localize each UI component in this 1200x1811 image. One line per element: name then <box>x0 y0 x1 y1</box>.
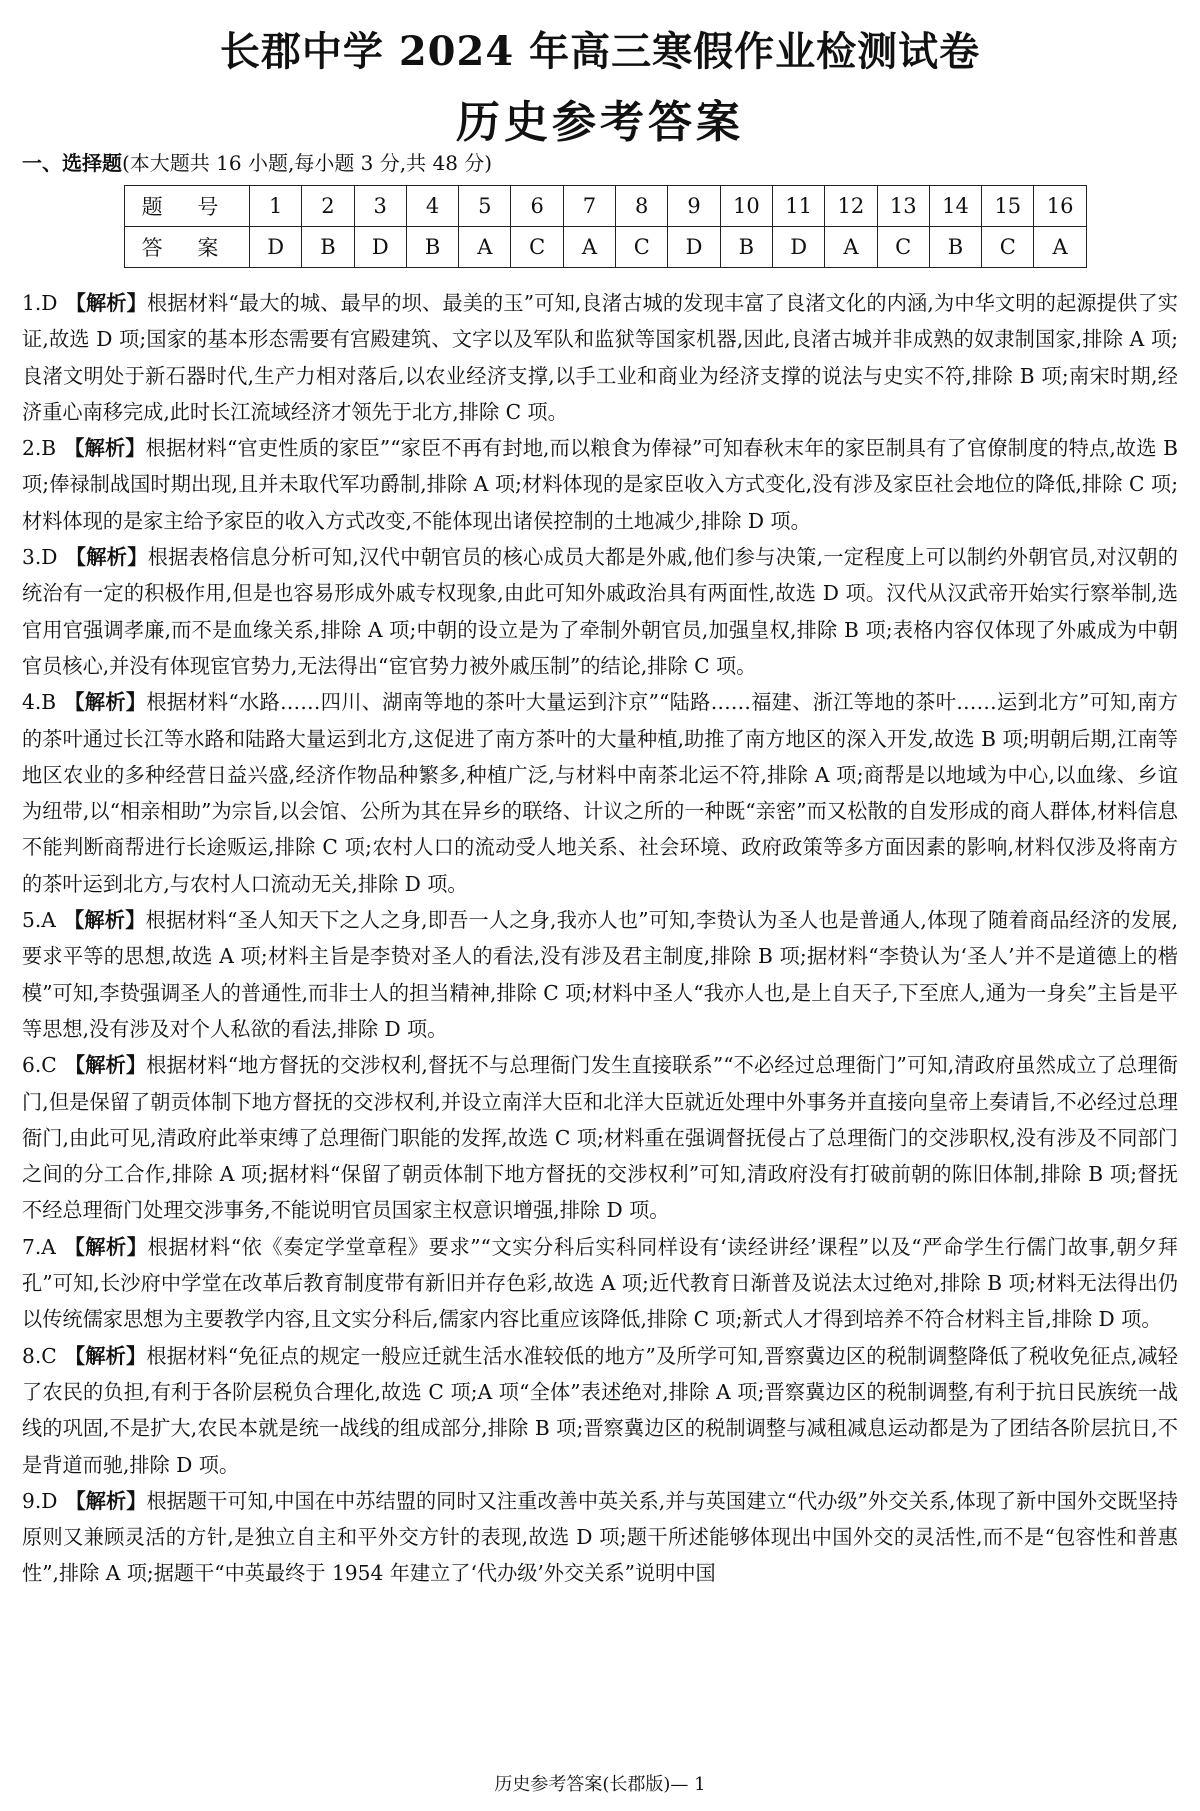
explanation-item <box>22 684 1178 902</box>
answer-cell: B <box>929 227 981 268</box>
question-number-cell: 6 <box>511 186 563 227</box>
explanation-item <box>22 430 1178 539</box>
explanation-list <box>22 285 1178 1592</box>
answer-cell: B <box>406 227 458 268</box>
item-number: 7.A <box>22 1234 56 1259</box>
question-number-cell: 10 <box>720 186 772 227</box>
question-number-cell: 16 <box>1034 186 1086 227</box>
document-subtitle: 历史参考答案 <box>456 97 744 148</box>
explanation-item <box>22 1047 1178 1228</box>
document-title: 长郡中学 2024 年高三寒假作业检测试卷 <box>219 28 981 75</box>
item-text: 根据题干可知,中国在中苏结盟的同时又注重改善中英关系,并与英国建立“代办级”外交关系,体现了新中国外交既坚持原则又兼顾灵活的方针,是独立自主和平外交方针的表现,故选 D 项;题干所述能够体现出中国外交的灵活性,而不是“包容性和普惠性”,排除 A 项;据题干“中英最终于 1954 年建立了‘代办级’外交关系”说明中国 <box>22 1488 1178 1586</box>
page-footer: 历史参考答案(长郡版)— 1 <box>494 1774 706 1795</box>
analysis-tag: 【解析】 <box>64 690 147 715</box>
answer-cell: B <box>720 227 772 268</box>
section-title: 一、选择题 <box>22 151 122 175</box>
answer-table-answer-row <box>125 227 1087 268</box>
explanation-item <box>22 539 1178 684</box>
item-number: 6.C <box>22 1053 57 1078</box>
answer-cell: D <box>668 227 720 268</box>
item-number: 3.D <box>22 545 58 570</box>
explanation-item <box>22 285 1178 430</box>
analysis-tag: 【解析】 <box>63 1234 148 1259</box>
question-number-cell: 5 <box>459 186 511 227</box>
question-number-cell: 2 <box>302 186 354 227</box>
item-number: 5.A <box>22 908 56 933</box>
row-label-number: 题 号 <box>125 186 250 227</box>
question-number-cell: 4 <box>406 186 458 227</box>
analysis-tag: 【解析】 <box>63 908 146 933</box>
section-heading <box>22 147 492 176</box>
analysis-tag: 【解析】 <box>64 1343 147 1368</box>
answer-cell: A <box>459 227 511 268</box>
item-text: 根据材料“官吏性质的家臣”“家臣不再有封地,而以粮食为俸禄”可知春秋末年的家臣制具有了官僚制度的特点,故选 B 项;俸禄制战国时期出现,且并未取代军功爵制,排除 A 项;材料体现的是家臣收入方式变化,没有涉及家臣社会地位的降低,排除 C 项;材料体现的是家主给予家臣的收入方式改变,不能体现出诸侯控制的土地减少,排除 D 项。 <box>22 436 1178 533</box>
item-text: 根据材料“免征点的规定一般应迁就生活水准较低的地方”及所学可知,晋察冀边区的税制调整降低了税收免征点,减轻了农民的负担,有利于各阶层税负合理化,故选 C 项;A 项“全体”表述绝对,排除 A 项;晋察冀边区的税制调整,有利于抗日民族统一战线的巩固,不是扩大,农民本就是统一战线的组成部分,排除 B 项;晋察冀边区的税制调整与减租减息运动都是为了团结各阶层抗日,不是背道而驰,排除 D 项。 <box>22 1343 1178 1477</box>
answer-cell: A <box>1034 227 1086 268</box>
question-number-cell: 3 <box>354 186 406 227</box>
question-number-cell: 9 <box>668 186 720 227</box>
analysis-tag: 【解析】 <box>65 1488 147 1513</box>
item-number: 2.B <box>22 436 57 461</box>
answer-cell: A <box>563 227 615 268</box>
answer-cell: D <box>354 227 406 268</box>
question-number-cell: 11 <box>772 186 824 227</box>
analysis-tag: 【解析】 <box>64 436 146 461</box>
item-number: 8.C <box>22 1343 57 1368</box>
item-number: 4.B <box>22 690 57 715</box>
item-text: 根据材料“最大的城、最早的坝、最美的玉”可知,良渚古城的发现丰富了良渚文化的内涵,为中华文明的起源提供了实证,故选 D 项;国家的基本形态需要有宫殿建筑、文字以及军队和监狱等国家机器,因此,良渚古城并非成熟的奴隶制国家,排除 A 项;良渚文明处于新石器时代,生产力相对落后,以农业经济支撑,以手工业和商业为经济支撑的说法与史实不符,排除 B 项;南宋时期,经济重心南移完成,此时长江流域经济才领先于北方,排除 C 项。 <box>22 291 1178 424</box>
answer-cell: B <box>302 227 354 268</box>
answer-cell: A <box>825 227 877 268</box>
explanation-item <box>22 1229 1178 1338</box>
analysis-tag: 【解析】 <box>65 545 148 570</box>
item-text: 根据材料“依《奏定学堂章程》要求”“文实分科后实科同样设有‘读经讲经’课程”以及“严命学生行儒门故事,朝夕拜孔”可知,长沙府中学堂在改革后教育制度带有新旧并存色彩,故选 A 项;近代教育日渐普及说法太过绝对,排除 B 项;材料无法得出仍以传统儒家思想为主要教学内容,且文实分科后,儒家内容比重应该降低,排除 C 项;新式人才得到培养不符合材料主旨,排除 D 项。 <box>22 1234 1178 1332</box>
item-text: 根据材料“水路……四川、湖南等地的茶叶大量运到汴京”“陆路……福建、浙江等地的茶叶……运到北方”可知,南方的茶叶通过长江等水路和陆路大量运到北方,这促进了南方茶叶的大量种植,助推了南方地区的深入开发,故选 B 项;明朝后期,江南等地区农业的多种经营日益兴盛,经济作物品种繁多,种植广泛,与材料中南茶北运不符,排除 A 项;商帮是以地域为中心,以血缘、乡谊为纽带,以“相亲相助”为宗旨,以会馆、公所为其在异乡的联络、计议之所的一种既“亲密”而又松散的自发形成的商人群体,材料信息不能判断商帮进行长途贩运,排除 C 项;农村人口的流动受人地关系、社会环境、政府政策等多方面因素的影响,材料仅涉及将南方的茶叶运到北方,与农村人口流动无关,排除 D 项。 <box>22 690 1178 896</box>
answer-cell: C <box>982 227 1034 268</box>
item-text: 根据材料“圣人知天下之人之身,即吾一人之身,我亦人也”可知,李贽认为圣人也是普通人,体现了随着商品经济的发展,要求平等的思想,故选 A 项;材料主旨是李贽对圣人的看法,没有涉及君主制度,排除 B 项;据材料“李贽认为‘圣人’并不是道德上的楷模”可知,李贽强调圣人的普通性,而非士人的担当精神,排除 C 项;材料中圣人“我亦人也,是上自天子,下至庶人,通为一身矣”主旨是平等思想,没有涉及对个人私欲的看法,排除 D 项。 <box>22 908 1178 1041</box>
item-number: 1.D <box>22 291 58 315</box>
question-number-cell: 7 <box>563 186 615 227</box>
question-number-cell: 14 <box>929 186 981 227</box>
explanation-item <box>22 1483 1178 1592</box>
question-number-cell: 8 <box>616 186 668 227</box>
explanation-item <box>22 1338 1178 1483</box>
explanation-item <box>22 902 1178 1047</box>
answer-cell: C <box>877 227 929 268</box>
row-label-answer: 答 案 <box>125 227 250 268</box>
item-text: 根据材料“地方督抚的交涉权利,督抚不与总理衙门发生直接联系”“不必经过总理衙门”可知,清政府虽然成立了总理衙门,但是保留了朝贡体制下地方督抚的交涉权利,并设立南洋大臣和北洋大臣就近处理中外事务并直接向皇帝上奏请旨,不必经过总理衙门,由此可见,清政府此举束缚了总理衙门职能的发挥,故选 C 项;材料重在强调督抚侵占了总理衙门的交涉职权,没有涉及不同部门之间的分工合作,排除 A 项;据材料“保留了朝贡体制下地方督抚的交涉权利”可知,清政府没有打破前朝的陈旧体制,排除 B 项;督抚不经总理衙门处理交涉事务,不能说明官员国家主权意识增强,排除 D 项。 <box>22 1053 1178 1223</box>
question-number-cell: 12 <box>825 186 877 227</box>
question-number-cell: 15 <box>982 186 1034 227</box>
answer-cell: C <box>511 227 563 268</box>
item-text: 根据表格信息分析可知,汉代中朝官员的核心成员大都是外戚,他们参与决策,一定程度上可以制约外朝官员,对汉朝的统治有一定的积极作用,但是也容易形成外戚专权现象,由此可知外戚政治具有两面性,故选 D 项。汉代从汉武帝开始实行察举制,选官用官强调孝廉,而不是血缘关系,排除 A 项;中朝的设立是为了牵制外朝官员,加强皇权,排除 B 项;表格内容仅体现了外戚成为中朝官员核心,并没有体现宦官势力,无法得出“宦官势力被外戚压制”的结论,排除 C 项。 <box>22 545 1178 678</box>
answer-cell: D <box>250 227 302 268</box>
analysis-tag: 【解析】 <box>64 1053 147 1078</box>
question-number-cell: 1 <box>250 186 302 227</box>
answer-cell: C <box>616 227 668 268</box>
item-number: 9.D <box>22 1488 58 1513</box>
answer-cell: D <box>772 227 824 268</box>
section-note: (本大题共 16 小题,每小题 3 分,共 48 分) <box>122 151 493 175</box>
answer-table-number-row <box>125 186 1087 227</box>
question-number-cell: 13 <box>877 186 929 227</box>
analysis-tag: 【解析】 <box>65 291 148 315</box>
answer-table <box>124 185 1087 268</box>
